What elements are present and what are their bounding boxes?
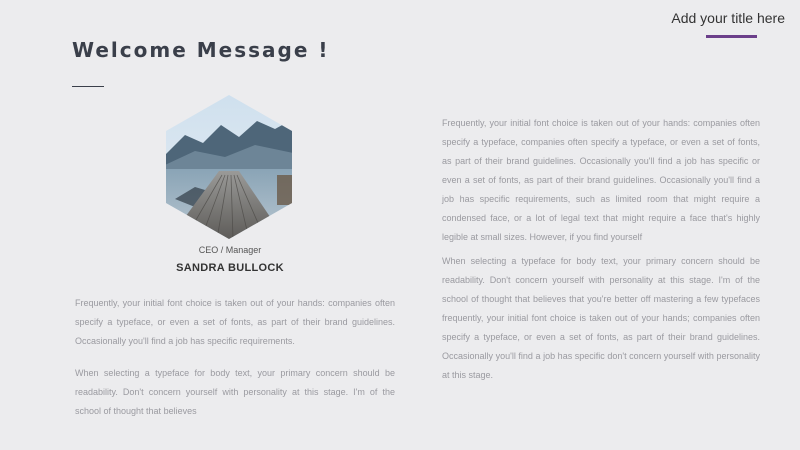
title-divider xyxy=(72,86,104,87)
left-paragraph-1: Frequently, your initial font choice is taken out of your hands: companies often specify a typeface, or even a set of fonts, as part of their brand guidelines. Occasionally you'll find a job has specific requirements. xyxy=(75,298,395,346)
profile-photo xyxy=(165,95,293,239)
right-paragraph-1: Frequently, your initial font choice is taken out of your hands: companies often specify a typeface, companies often specify a typeface, or even a set of fonts, as part of their brand guidelines. Occasionally you'll find a job has specific or even a set of fonts, as part of their brand guidelines. Occasionally you'll find a job has specific requirements, such as limited room that might require a condensed face, or a lot of legal text that might require a face that's highly legible at small sizes. However, if you find yourself xyxy=(442,118,760,242)
left-paragraph-2: When selecting a typeface for body text, your primary concern should be readability. Don't concern yourself with personality at this stage. I'm of the school of thought that believes xyxy=(75,368,395,416)
page-title[interactable]: Welcome Message ! xyxy=(72,38,330,62)
right-paragraph-2: When selecting a typeface for body text, your primary concern should be readability. Don't concern yourself with personality at this stage. I'm of the school of thought that believes that you're better off mastering a few typefaces frequently, your initial font choice is taken out of your hands; companies often specify a typeface, or even a set of fonts, as part of their brand guidelines. Occasionally you'll find a job has specific don't concern yourself with personality at this stage. xyxy=(442,256,760,380)
corner-title[interactable]: Add your title here xyxy=(671,10,785,26)
corner-title-underline xyxy=(706,35,757,38)
profile-name: SANDRA BULLOCK xyxy=(176,262,284,274)
profile-role: CEO / Manager xyxy=(198,245,262,255)
